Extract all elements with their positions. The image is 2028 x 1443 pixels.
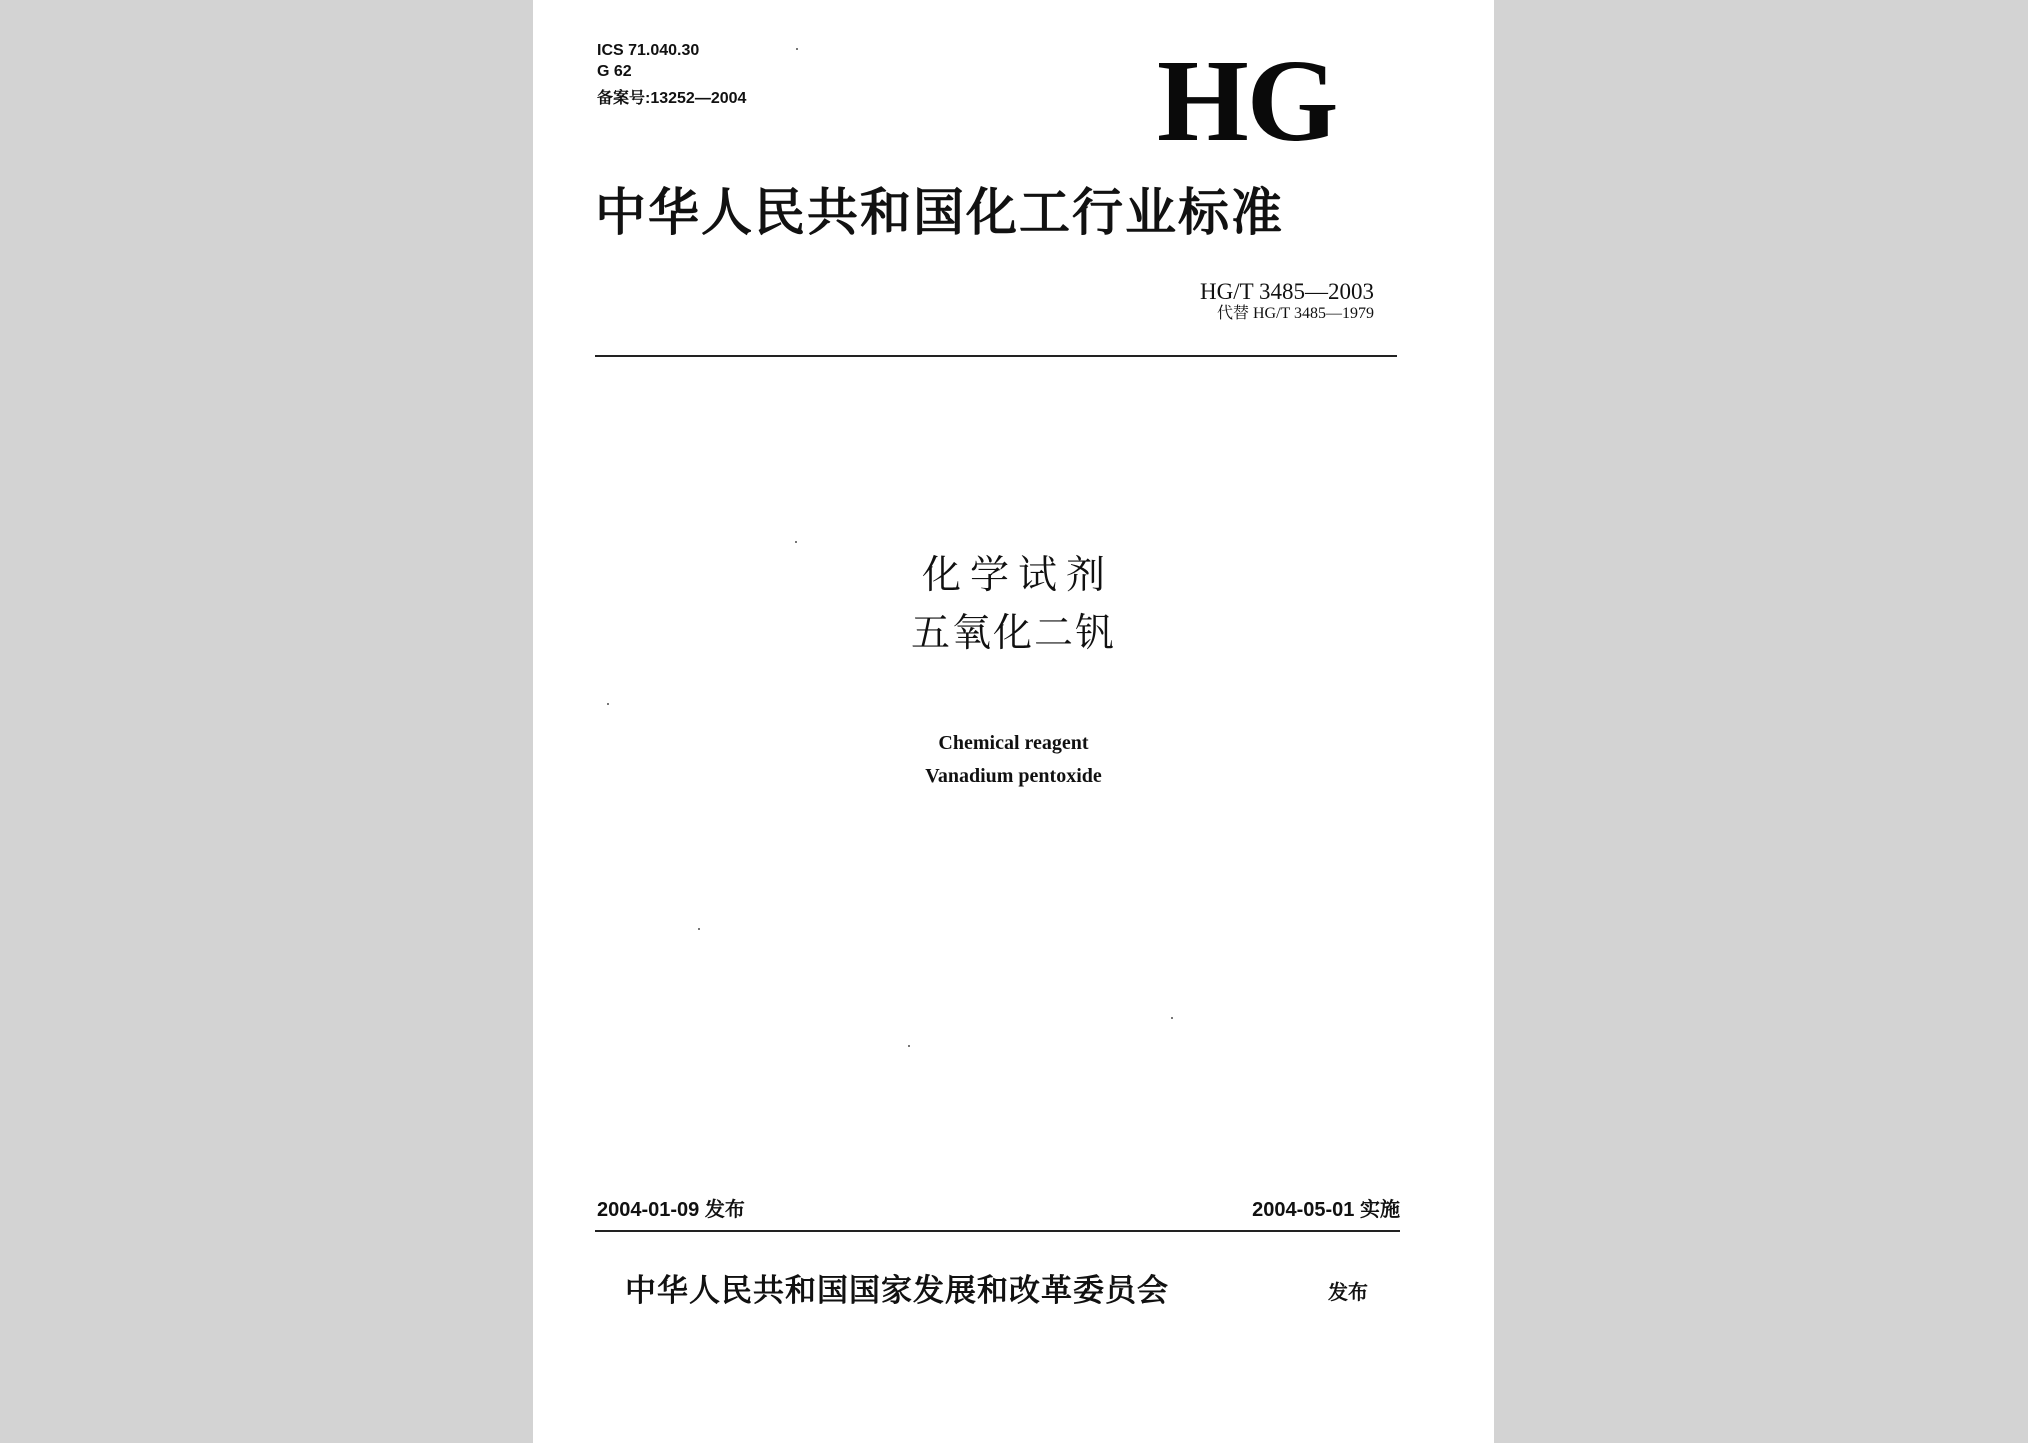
issuer-name: 中华人民共和国国家发展和改革委员会 [625,1273,1169,1309]
document-page [533,0,1494,1443]
scan-speck [1171,1017,1173,1019]
standard-code: HG/T 3485—2003 [1200,279,1374,304]
hg-logo: HG [1157,35,1337,166]
issue-date: 2004-01-09 发布 [597,1199,745,1221]
top-divider [595,355,1397,357]
standard-title: 中华人民共和国化工行业标准 [595,184,1285,243]
title-cn-line2: 五氧化二钒 [910,611,1116,656]
ccs-code: G 62 [597,63,632,80]
issuer-action: 发布 [1328,1280,1368,1304]
scan-speck [908,1045,910,1047]
scan-speck [796,48,798,50]
bottom-divider [595,1230,1400,1232]
scan-speck [698,928,700,930]
ics-code: ICS 71.040.30 [597,42,700,59]
title-cn-line1: 化学试剂 [921,553,1114,598]
title-en-line2: Vanadium pentoxide [925,765,1102,787]
title-en-line1: Chemical reagent [938,732,1089,754]
scan-speck [795,541,797,543]
replaces-code: 代替 HG/T 3485—1979 [1216,305,1374,322]
record-number: 备案号:13252—2004 [597,90,747,107]
scan-speck [607,703,609,705]
implementation-date: 2004-05-01 实施 [1252,1199,1400,1221]
